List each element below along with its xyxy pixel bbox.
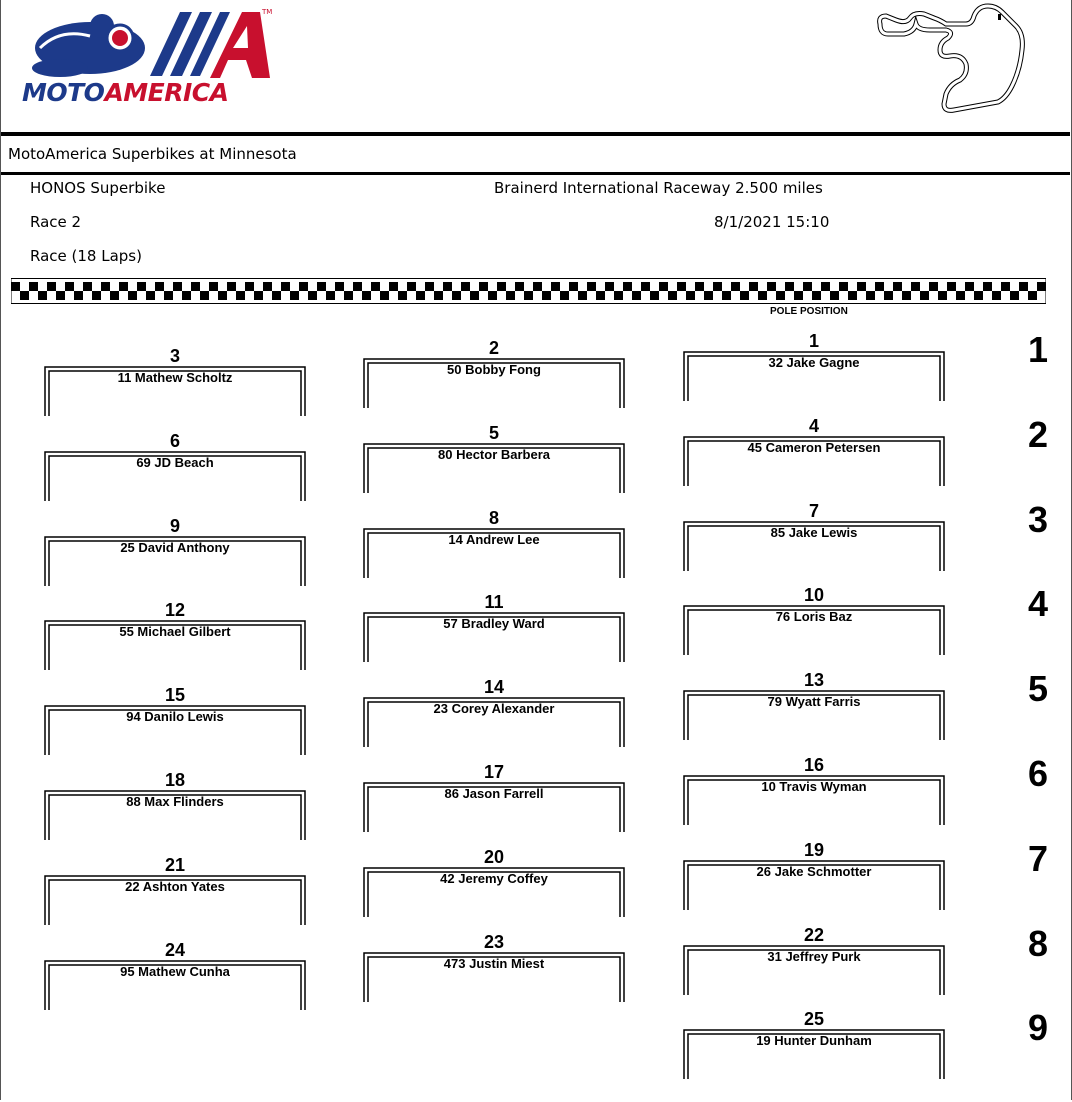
grid-box: [683, 690, 945, 740]
grid-box: [683, 436, 945, 486]
rider-name: 76 Loris Baz: [775, 609, 853, 625]
rider-name: 11 Mathew Scholtz: [117, 370, 233, 385]
rider-name: 79 Wyatt Farris: [767, 694, 861, 710]
race-datetime: 8/1/2021 15:10: [714, 213, 830, 231]
grid-slot: [363, 762, 625, 837]
event-title: MotoAmerica Superbikes at Minnesota: [8, 145, 297, 163]
grid-position-number: 24: [164, 939, 186, 960]
grid-slot: [44, 516, 306, 591]
rider-name: 86 Jason Farrell: [444, 786, 544, 801]
grid-row-number: 7: [1027, 837, 1049, 879]
grid-slot: [363, 677, 625, 752]
logo-wordmark: [22, 78, 229, 107]
race-label: Race 2: [30, 213, 82, 231]
rider-name: 26 Jake Schmotter: [756, 863, 872, 879]
grid-box: [44, 705, 306, 755]
logo-word-america: AMERICA: [104, 78, 229, 107]
grid-position-number: 2: [488, 338, 499, 358]
grid-position-number: 14: [483, 677, 505, 698]
grid-row-number: 5: [1027, 668, 1049, 710]
grid-row-number: 2: [1027, 413, 1049, 455]
grid-slot: [363, 847, 625, 922]
grid-box: [683, 945, 945, 995]
grid-position-number: 22: [803, 924, 825, 945]
grid-slot: [363, 932, 625, 1007]
grid-slot: [44, 855, 306, 930]
grid-slot: [683, 840, 945, 915]
grid-slot: [363, 592, 625, 667]
grid-box: [363, 443, 625, 493]
grid-box: [363, 358, 625, 408]
grid-slot: [683, 925, 945, 1000]
logo-word-moto: MOTO: [22, 78, 105, 107]
grid-row-number: 8: [1027, 922, 1049, 964]
grid-box: [363, 612, 625, 662]
grid-box: [44, 875, 306, 925]
rider-logo-graphic: [20, 8, 282, 88]
grid-position-number: 21: [164, 854, 186, 875]
rider-name: 23 Corey Alexander: [433, 701, 555, 717]
rider-name: 69 JD Beach: [136, 454, 214, 470]
rider-name: 473 Justin Miest: [443, 955, 545, 971]
grid-slot: [363, 338, 625, 413]
rider-name: 55 Michael Gilbert: [119, 624, 231, 640]
grid-box: [363, 867, 625, 917]
grid-row-number: 4: [1027, 583, 1049, 625]
grid-position-number: 6: [169, 430, 180, 451]
grid-box: [683, 605, 945, 655]
grid-position-number: 23: [483, 931, 505, 952]
grid-row-number: 1: [1027, 329, 1049, 370]
grid-box: [44, 536, 306, 586]
rider-name: 32 Jake Gagne: [768, 355, 860, 370]
rider-name: 85 Jake Lewis: [770, 524, 858, 540]
grid-position-number: 25: [803, 1009, 825, 1030]
grid-row-number: 6: [1027, 753, 1049, 794]
grid-position-number: 10: [803, 585, 825, 606]
grid-slot: [363, 508, 625, 583]
rider-name: 57 Bradley Ward: [443, 616, 545, 632]
track-map-icon: [870, 2, 1030, 114]
grid-box: [363, 782, 625, 832]
rider-name: 14 Andrew Lee: [448, 531, 540, 547]
rider-name: 10 Travis Wyman: [761, 779, 867, 794]
grid-slot: [683, 670, 945, 745]
grid-box: [44, 960, 306, 1010]
grid-position-number: 3: [169, 346, 180, 366]
rider-name: 22 Ashton Yates: [125, 878, 225, 894]
grid-position-number: 15: [164, 685, 186, 706]
grid-position-number: 12: [164, 600, 186, 621]
grid-box: [44, 366, 306, 416]
grid-box: [363, 952, 625, 1002]
rider-name: 45 Cameron Petersen: [747, 439, 881, 455]
grid-position-number: 1: [808, 331, 819, 351]
class-name: HONOS Superbike: [30, 179, 166, 197]
grid-position-number: 20: [483, 846, 505, 867]
session-label: Race (18 Laps): [30, 247, 142, 265]
title-divider: [1, 172, 1070, 175]
grid-position-number: 7: [808, 500, 819, 521]
grid-slot: [44, 940, 306, 1015]
grid-box: [44, 790, 306, 840]
grid-box: [683, 775, 945, 825]
grid-position-number: 13: [803, 670, 825, 691]
rider-name: 19 Hunter Dunham: [756, 1033, 872, 1049]
track-name: Brainerd International Raceway 2.500 miles: [494, 179, 823, 197]
grid-box: [683, 351, 945, 401]
pole-position-label: POLE POSITION: [770, 306, 848, 317]
grid-position-number: 9: [169, 515, 180, 536]
grid-box: [363, 697, 625, 747]
grid-position-number: 11: [484, 592, 504, 613]
grid-position-number: 18: [164, 770, 186, 790]
grid-position-number: 4: [808, 415, 819, 436]
rider-name: 94 Danilo Lewis: [126, 709, 224, 725]
grid-slot: [44, 431, 306, 506]
grid-slot: [44, 600, 306, 675]
grid-box: [44, 620, 306, 670]
header-divider: [1, 132, 1070, 136]
rider-name: 88 Max Flinders: [126, 794, 224, 809]
grid-slot: [683, 501, 945, 576]
trademark-mark: TM: [262, 8, 273, 16]
grid-box: [44, 451, 306, 501]
rider-name: 50 Bobby Fong: [447, 362, 541, 377]
grid-row-number: 9: [1027, 1007, 1049, 1049]
grid-position-number: 17: [483, 762, 505, 782]
grid-slot: [363, 423, 625, 498]
rider-name: 95 Mathew Cunha: [120, 963, 230, 979]
grid-box: [683, 860, 945, 910]
grid-position-number: 5: [488, 422, 499, 443]
grid-slot: [44, 770, 306, 845]
grid-position-number: 8: [488, 507, 499, 528]
grid-position-number: 16: [803, 755, 825, 775]
rider-name: 31 Jeffrey Purk: [767, 948, 861, 964]
grid-box: [683, 521, 945, 571]
rider-name: 25 David Anthony: [120, 539, 230, 555]
grid-row-number: 3: [1027, 498, 1049, 540]
grid-position-number: 19: [803, 839, 825, 860]
grid-box: [363, 528, 625, 578]
grid-slot: [683, 755, 945, 830]
grid-slot: [683, 585, 945, 660]
grid-slot: [44, 346, 306, 421]
grid-slot: [44, 685, 306, 760]
rider-name: 80 Hector Barbera: [438, 446, 550, 462]
grid-slot: [683, 1009, 945, 1084]
checkered-flag-strip: [11, 278, 1046, 304]
grid-box: [683, 1029, 945, 1079]
grid-slot: [683, 416, 945, 491]
rider-name: 42 Jeremy Coffey: [440, 870, 548, 886]
grid-slot: [683, 331, 945, 406]
